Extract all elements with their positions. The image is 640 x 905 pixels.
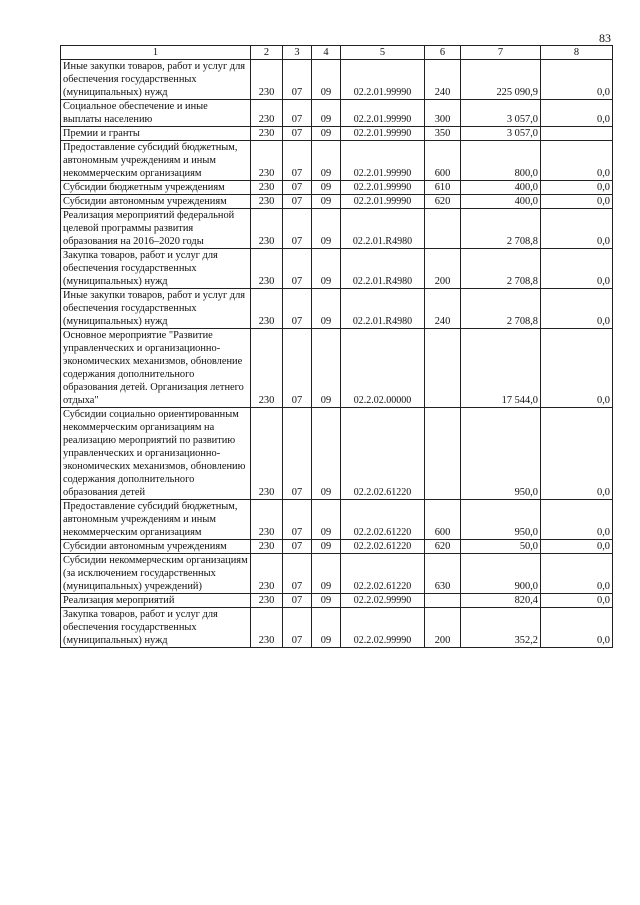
cell-section: 07	[283, 554, 312, 594]
header-cell: 8	[541, 46, 613, 60]
cell-amount-2	[541, 127, 613, 141]
cell-code: 230	[251, 608, 283, 648]
cell-section: 07	[283, 195, 312, 209]
cell-amount-2: 0,0	[541, 209, 613, 249]
cell-amount-2: 0,0	[541, 608, 613, 648]
cell-subsection: 09	[312, 100, 341, 127]
cell-code: 230	[251, 209, 283, 249]
cell-section: 07	[283, 127, 312, 141]
cell-code: 230	[251, 554, 283, 594]
item-name: Субсидии автономным учреждениям	[61, 195, 251, 209]
cell-target-article: 02.2.01.R4980	[341, 289, 425, 329]
cell-amount: 17 544,0	[461, 329, 541, 408]
cell-expense-type: 620	[425, 195, 461, 209]
cell-expense-type	[425, 408, 461, 500]
item-name: Субсидии бюджетным учреждениям	[61, 181, 251, 195]
cell-target-article: 02.2.01.99990	[341, 100, 425, 127]
cell-target-article: 02.2.01.99990	[341, 60, 425, 100]
cell-section: 07	[283, 60, 312, 100]
cell-amount: 900,0	[461, 554, 541, 594]
table-row	[61, 60, 613, 100]
cell-section: 07	[283, 408, 312, 500]
cell-amount-2: 0,0	[541, 500, 613, 540]
cell-amount-2: 0,0	[541, 195, 613, 209]
table-row	[61, 500, 613, 540]
cell-amount-2: 0,0	[541, 540, 613, 554]
table-row	[61, 608, 613, 648]
cell-amount: 50,0	[461, 540, 541, 554]
item-name: Реализация мероприятий	[61, 594, 251, 608]
item-name: Субсидии автономным учреждениям	[61, 540, 251, 554]
cell-subsection: 09	[312, 540, 341, 554]
cell-expense-type: 300	[425, 100, 461, 127]
page-number: 83	[599, 31, 611, 45]
cell-subsection: 09	[312, 608, 341, 648]
budget-table	[60, 45, 613, 648]
header-cell: 5	[341, 46, 425, 60]
cell-code: 230	[251, 100, 283, 127]
table-row	[61, 195, 613, 209]
cell-amount: 3 057,0	[461, 127, 541, 141]
cell-subsection: 09	[312, 195, 341, 209]
cell-subsection: 09	[312, 209, 341, 249]
table-row	[61, 540, 613, 554]
cell-section: 07	[283, 594, 312, 608]
table-row	[61, 594, 613, 608]
cell-expense-type: 600	[425, 500, 461, 540]
cell-code: 230	[251, 181, 283, 195]
cell-target-article: 02.2.01.R4980	[341, 249, 425, 289]
cell-code: 230	[251, 195, 283, 209]
cell-expense-type: 610	[425, 181, 461, 195]
cell-target-article: 02.2.02.99990	[341, 608, 425, 648]
cell-amount: 2 708,8	[461, 209, 541, 249]
table-row	[61, 127, 613, 141]
table-row	[61, 209, 613, 249]
item-name: Субсидии некоммерческим организациям (за исключением государственных (муниципальных) учреждений)	[61, 554, 251, 594]
table-row	[61, 408, 613, 500]
cell-subsection: 09	[312, 594, 341, 608]
cell-code: 230	[251, 329, 283, 408]
cell-expense-type: 200	[425, 608, 461, 648]
cell-target-article: 02.2.02.61220	[341, 408, 425, 500]
cell-section: 07	[283, 540, 312, 554]
header-cell: 3	[283, 46, 312, 60]
item-name: Закупка товаров, работ и услуг для обеспечения государственных (муниципальных) нужд	[61, 249, 251, 289]
item-name: Предоставление субсидий бюджетным, автономным учреждениям и иным некоммерческим организациям	[61, 141, 251, 181]
cell-section: 07	[283, 329, 312, 408]
cell-section: 07	[283, 289, 312, 329]
cell-section: 07	[283, 100, 312, 127]
item-name: Иные закупки товаров, работ и услуг для обеспечения государственных (муниципальных) нужд	[61, 289, 251, 329]
cell-section: 07	[283, 181, 312, 195]
cell-expense-type: 240	[425, 289, 461, 329]
cell-expense-type: 600	[425, 141, 461, 181]
cell-subsection: 09	[312, 408, 341, 500]
cell-subsection: 09	[312, 127, 341, 141]
item-name: Реализация мероприятий федеральной целевой программы развития образования на 2016–2020 годы	[61, 209, 251, 249]
cell-expense-type: 200	[425, 249, 461, 289]
cell-target-article: 02.2.01.99990	[341, 127, 425, 141]
table-row	[61, 289, 613, 329]
cell-expense-type: 350	[425, 127, 461, 141]
cell-code: 230	[251, 594, 283, 608]
cell-expense-type	[425, 329, 461, 408]
cell-expense-type	[425, 594, 461, 608]
cell-amount-2: 0,0	[541, 181, 613, 195]
cell-amount: 800,0	[461, 141, 541, 181]
cell-target-article: 02.2.01.99990	[341, 141, 425, 181]
item-name: Закупка товаров, работ и услуг для обеспечения государственных (муниципальных) нужд	[61, 608, 251, 648]
cell-amount-2: 0,0	[541, 554, 613, 594]
item-name: Субсидии социально ориентированным некоммерческим организациям на реализацию мероприятий по развитию управленческих и организационно-экономических механизмов, обновлению содержания дополнительного образования детей	[61, 408, 251, 500]
cell-section: 07	[283, 209, 312, 249]
cell-code: 230	[251, 141, 283, 181]
cell-code: 230	[251, 289, 283, 329]
cell-target-article: 02.2.02.61220	[341, 540, 425, 554]
cell-amount: 352,2	[461, 608, 541, 648]
cell-code: 230	[251, 408, 283, 500]
cell-amount-2: 0,0	[541, 249, 613, 289]
cell-amount: 2 708,8	[461, 249, 541, 289]
header-cell: 2	[251, 46, 283, 60]
cell-amount: 950,0	[461, 500, 541, 540]
header-cell: 4	[312, 46, 341, 60]
table-row	[61, 100, 613, 127]
cell-amount: 950,0	[461, 408, 541, 500]
cell-target-article: 02.2.02.61220	[341, 554, 425, 594]
table-row	[61, 141, 613, 181]
table-row	[61, 554, 613, 594]
cell-target-article: 02.2.01.99990	[341, 181, 425, 195]
cell-section: 07	[283, 608, 312, 648]
cell-amount: 400,0	[461, 181, 541, 195]
cell-expense-type: 620	[425, 540, 461, 554]
cell-subsection: 09	[312, 141, 341, 181]
cell-subsection: 09	[312, 249, 341, 289]
cell-amount: 400,0	[461, 195, 541, 209]
cell-code: 230	[251, 60, 283, 100]
cell-target-article: 02.2.02.61220	[341, 500, 425, 540]
cell-amount-2: 0,0	[541, 594, 613, 608]
item-name: Предоставление субсидий бюджетным, автономным учреждениям и иным некоммерческим организациям	[61, 500, 251, 540]
cell-subsection: 09	[312, 60, 341, 100]
table-row	[61, 329, 613, 408]
cell-section: 07	[283, 141, 312, 181]
cell-code: 230	[251, 249, 283, 289]
item-name: Иные закупки товаров, работ и услуг для обеспечения государственных (муниципальных) нужд	[61, 60, 251, 100]
cell-amount-2: 0,0	[541, 100, 613, 127]
cell-target-article: 02.2.02.99990	[341, 594, 425, 608]
cell-code: 230	[251, 127, 283, 141]
table-row	[61, 249, 613, 289]
header-cell: 6	[425, 46, 461, 60]
cell-target-article: 02.2.02.00000	[341, 329, 425, 408]
cell-subsection: 09	[312, 289, 341, 329]
cell-amount-2: 0,0	[541, 329, 613, 408]
table-row	[61, 181, 613, 195]
cell-target-article: 02.2.01.99990	[341, 195, 425, 209]
cell-amount-2: 0,0	[541, 289, 613, 329]
cell-section: 07	[283, 249, 312, 289]
cell-amount-2: 0,0	[541, 141, 613, 181]
cell-code: 230	[251, 500, 283, 540]
cell-amount-2: 0,0	[541, 60, 613, 100]
cell-target-article: 02.2.01.R4980	[341, 209, 425, 249]
cell-expense-type: 630	[425, 554, 461, 594]
header-cell: 7	[461, 46, 541, 60]
cell-subsection: 09	[312, 500, 341, 540]
cell-subsection: 09	[312, 554, 341, 594]
cell-amount-2: 0,0	[541, 408, 613, 500]
header-cell: 1	[61, 46, 251, 60]
cell-subsection: 09	[312, 181, 341, 195]
cell-subsection: 09	[312, 329, 341, 408]
cell-amount: 820,4	[461, 594, 541, 608]
cell-amount: 3 057,0	[461, 100, 541, 127]
item-name: Социальное обеспечение и иные выплаты населению	[61, 100, 251, 127]
item-name: Основное мероприятие "Развитие управленческих и организационно-экономических механизмов, обновление содержания дополнительного образования детей. Организация летнего отдыха"	[61, 329, 251, 408]
cell-section: 07	[283, 500, 312, 540]
item-name: Премии и гранты	[61, 127, 251, 141]
cell-amount: 2 708,8	[461, 289, 541, 329]
cell-amount: 225 090,9	[461, 60, 541, 100]
cell-code: 230	[251, 540, 283, 554]
header-row	[61, 46, 613, 60]
cell-expense-type: 240	[425, 60, 461, 100]
cell-expense-type	[425, 209, 461, 249]
